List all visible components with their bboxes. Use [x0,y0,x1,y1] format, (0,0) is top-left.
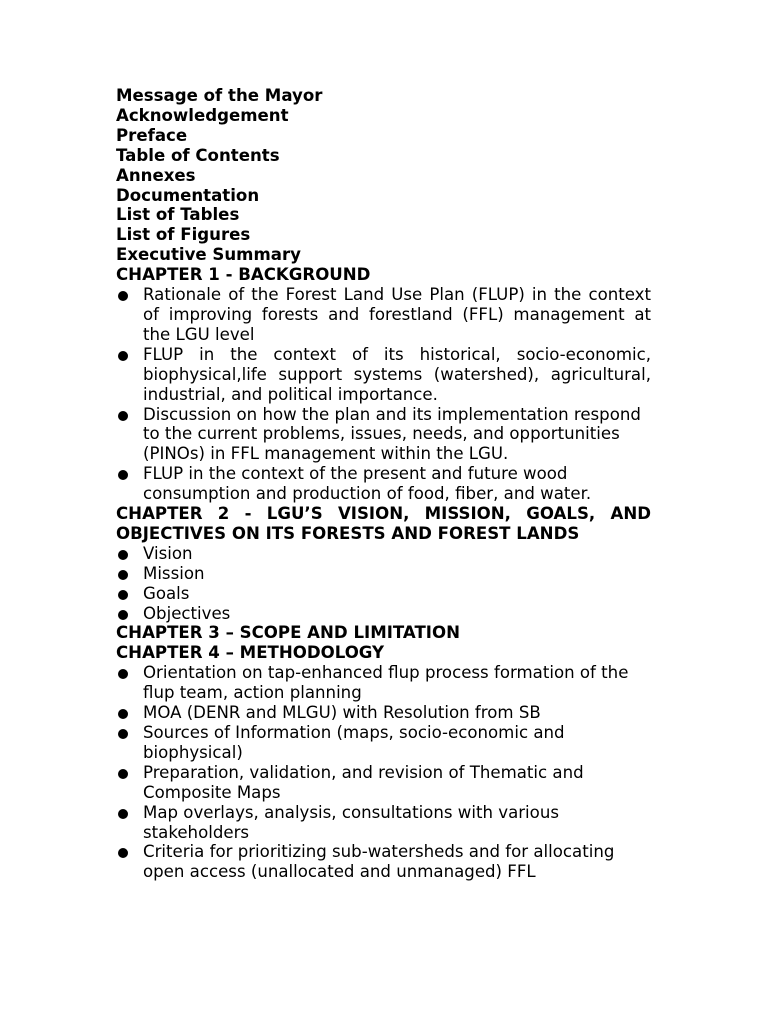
front-matter-item-executive-summary: Executive Summary [116,245,301,265]
list-item-text: Criteria for prioritizing sub-watersheds and for allocating open access (unallocated and unmanaged) FFL [143,842,615,882]
front-matter-item-list-of-figures: List of Figures [116,225,251,245]
bullet-icon [118,669,128,679]
chapter-2-section [116,504,651,623]
bullet-icon [118,570,128,580]
list-item [116,464,651,504]
list-item-text: Sources of Information (maps, socio-economic and biophysical) [143,723,565,762]
list-item-text: Discussion on how the plan and its implementation respond to the current problems, issues, needs, and opportunities (PINOs) in FFL management within the LGU. [143,404,641,464]
chapter-2-title: CHAPTER 2 - LGU’S VISION, MISSION, GOALS, AND OBJECTIVES ON ITS FORESTS AND FOREST LANDS [116,504,651,543]
list-item-text: Orientation on tap-enhanced flup process formation of the flup team, action planning [143,663,629,703]
bullet-icon [118,291,128,301]
bullet-icon [118,590,128,600]
list-item-text: Vision [143,543,193,563]
front-matter-item-documentation: Documentation [116,185,260,205]
front-matter-item-message-of-the-mayor: Message of the Mayor [116,86,323,105]
bullet-icon [118,550,128,560]
list-item [116,663,651,703]
list-item [116,584,651,604]
list-item-text: Rationale of the Forest Land Use Plan (FLUP) in the context of improving forests and forestland (FFL) management at the LGU level [143,285,651,344]
bullet-icon [118,411,128,421]
list-item [116,544,651,564]
list-item-text: Objectives [143,603,231,623]
list-item-text: Mission [143,563,205,583]
list-item [116,703,651,723]
front-matter-list [116,86,651,265]
list-item-text: FLUP in the context of its historical, socio-economic, biophysical,life support systems (watershed), agricultural, industrial, and political importance. [143,344,651,404]
bullet-icon [118,729,128,739]
list-item-text: Preparation, validation, and revision of Thematic and Composite Maps [143,762,584,802]
bullet-icon [118,470,128,480]
list-item-text: Map overlays, analysis, consultations with various stakeholders [143,802,559,842]
front-matter-item-annexes: Annexes [116,165,196,185]
list-item [116,842,651,882]
chapter-1-title: CHAPTER 1 - BACKGROUND [116,265,371,285]
chapter-3-section [116,623,651,643]
chapter-1-bullet-list [116,285,651,504]
front-matter-item-list-of-tables: List of Tables [116,205,240,225]
list-item-text: MOA (DENR and MLGU) with Resolution from SB [143,703,541,723]
list-item [116,405,651,465]
list-item [116,345,651,405]
bullet-icon [118,809,128,819]
bullet-icon [118,848,128,858]
list-item [116,604,651,624]
front-matter-item-table-of-contents: Table of Contents [116,145,280,165]
list-item [116,723,651,763]
front-matter-item-preface: Preface [116,125,188,145]
bullet-icon [118,769,128,779]
chapter-4-section [116,643,651,882]
chapter-1-section [116,265,651,504]
list-item [116,763,651,803]
list-item [116,803,651,843]
bullet-icon [118,610,128,620]
chapter-4-title: CHAPTER 4 – METHODOLOGY [116,643,385,663]
chapter-2-bullet-list [116,544,651,624]
document-page [116,86,651,882]
chapter-4-bullet-list [116,663,651,882]
list-item [116,285,651,345]
front-matter-item-acknowledgement: Acknowledgement [116,105,289,125]
list-item-text: Goals [143,583,190,603]
list-item [116,564,651,584]
list-item-text: FLUP in the context of the present and future wood consumption and production of food, fiber, and water. [143,464,592,504]
bullet-icon [118,709,128,719]
bullet-icon [118,351,128,361]
chapter-3-title: CHAPTER 3 – SCOPE AND LIMITATION [116,623,460,643]
